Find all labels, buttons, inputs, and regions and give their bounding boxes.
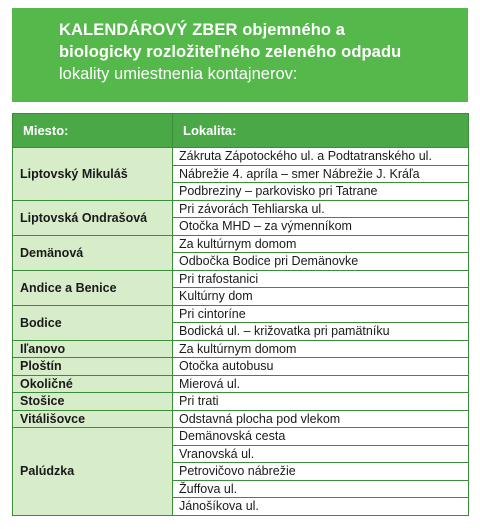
header-subtitle: lokality umiestnenia kontajnerov: <box>59 65 298 83</box>
table-header-row <box>13 114 469 148</box>
location-cell: Mierová ul. <box>173 375 469 393</box>
place-cell: Demänová <box>13 235 173 270</box>
location-cell: Odstavná plocha pod vlekom <box>173 410 469 428</box>
place-cell: Iľanovo <box>13 340 173 358</box>
location-cell: Žuffova ul. <box>173 480 469 498</box>
place-cell: Liptovský Mikuláš <box>13 148 173 201</box>
header-banner <box>12 8 468 102</box>
location-cell: Pri trati <box>173 393 469 411</box>
table-row <box>13 200 469 218</box>
location-cell: Bodická ul. – križovatka pri pamätníku <box>173 323 469 341</box>
table-body <box>13 148 469 516</box>
location-cell: Vranovská ul. <box>173 445 469 463</box>
table-row <box>13 428 469 446</box>
location-cell: Za kultúrnym domom <box>173 340 469 358</box>
locations-table <box>12 113 469 516</box>
table-row <box>13 393 469 411</box>
location-cell: Podbreziny – parkovisko pri Tatrane <box>173 183 469 201</box>
location-cell: Zákruta Zápotockého ul. a Podtatranského ul. <box>173 148 469 166</box>
place-cell: Stošice <box>13 393 173 411</box>
table-row <box>13 358 469 376</box>
place-cell: Andice a Benice <box>13 270 173 305</box>
place-cell: Ploštín <box>13 358 173 376</box>
location-cell: Pri cintoríne <box>173 305 469 323</box>
table-row <box>13 340 469 358</box>
location-cell: Petrovičovo nábrežie <box>173 463 469 481</box>
table-row <box>13 235 469 253</box>
column-header-place: Miesto: <box>13 114 173 148</box>
location-cell: Kultúrny dom <box>173 288 469 306</box>
table-row <box>13 410 469 428</box>
place-cell: Palúdzka <box>13 428 173 516</box>
table-row <box>13 375 469 393</box>
header-title-line1: KALENDÁROVÝ ZBER objemného a <box>59 21 346 39</box>
location-cell: Otočka autobusu <box>173 358 469 376</box>
location-cell: Pri závorách Tehliarska ul. <box>173 200 469 218</box>
place-cell: Liptovská Ondrašová <box>13 200 173 235</box>
place-cell: Vitálišovce <box>13 410 173 428</box>
location-cell: Demänovská cesta <box>173 428 469 446</box>
location-cell: Otočka MHD – za výmenníkom <box>173 218 469 236</box>
column-header-location: Lokalita: <box>173 114 469 148</box>
place-cell: Okoličné <box>13 375 173 393</box>
table-row <box>13 305 469 323</box>
location-cell: Za kultúrnym domom <box>173 235 469 253</box>
table-row <box>13 270 469 288</box>
location-cell: Jánošíkova ul. <box>173 498 469 516</box>
locations-table-container <box>12 113 468 516</box>
location-cell: Odbočka Bodice pri Demänovke <box>173 253 469 271</box>
location-cell: Nábrežie 4. apríla – smer Nábrežie J. Kráľa <box>173 165 469 183</box>
place-cell: Bodice <box>13 305 173 340</box>
table-row <box>13 148 469 166</box>
location-cell: Pri trafostanici <box>173 270 469 288</box>
header-title-line2: biologicky rozložiteľného zeleného odpadu <box>59 43 402 61</box>
